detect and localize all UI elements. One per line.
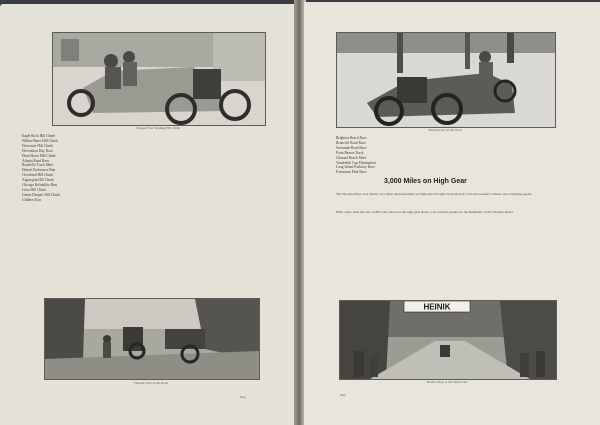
body-paragraph: Hills, sand, mud and city traffic were taken on the high gear alone, a record that speaks for the flexibility of the Thomas motor.: [336, 210, 514, 214]
result-line: Cleveland Hill Climb: [22, 173, 53, 178]
result-line: Giants Despair Hill Climb: [22, 192, 60, 197]
race-results-column: [22, 134, 142, 203]
race-results-column: [336, 136, 446, 175]
photo-caption: Thomas Flyer Winning Hill Climb: [135, 126, 181, 130]
result-line: Wilkes-Barre Hill Climb: [22, 138, 58, 143]
photo-caption: Thomas Flyer in the Snow: [428, 128, 462, 132]
left-page: [0, 4, 296, 425]
result-line: Glidden Tour: [22, 197, 42, 202]
banner-text: HEINIK: [423, 302, 451, 312]
result-line: Vanderbilt Cup Elimination: [336, 160, 376, 165]
photo-race-car-snow: [336, 32, 556, 128]
result-line: Briarcliff Road Race: [336, 140, 366, 145]
result-line: Algonquin Hill Climb: [22, 178, 54, 183]
result-line: Detroit Endurance Run: [22, 168, 56, 173]
photo-caption: Thomas Flyer on the Road: [134, 381, 168, 385]
result-line: Chicago Reliability Run: [22, 183, 57, 188]
result-line: Readville Track Meet: [22, 163, 54, 168]
result-line: Fairmount Park Race: [336, 170, 367, 175]
page-number: Page: [340, 393, 346, 397]
section-heading: 3,000 Miles on High Gear: [384, 178, 467, 185]
result-line: Ormond Beach Meet: [336, 155, 367, 160]
page-number: Page: [240, 395, 246, 399]
result-line: Lima Hill Climb: [22, 187, 46, 192]
photo-caption: Thomas Flyer at the Finish Line: [426, 380, 468, 384]
result-line: Dead Horse Hill Climb: [22, 153, 56, 158]
result-line: Long Island Parkway Race: [336, 165, 375, 170]
result-line: Point Breeze Track: [336, 150, 364, 155]
photo-race-car-bottom-left: [44, 298, 260, 380]
result-line: Atlanta Road Race: [22, 158, 50, 163]
photo-race-car-top-left: [52, 32, 266, 126]
photo-race-finish: [339, 300, 557, 380]
result-line: Eagle Rock Hill Climb: [22, 134, 56, 138]
result-line: Brighton Beach Race: [336, 136, 367, 140]
result-line: Savannah Road Race: [336, 145, 367, 150]
right-page: [304, 2, 600, 425]
result-line: Decoration Day Race: [22, 148, 53, 153]
body-paragraph: The Thomas Flyer was driven over three thousand miles on high gear through every kind of road and weather without once changing speed.: [336, 192, 532, 196]
result-line: Worcester Hill Climb: [22, 143, 53, 148]
